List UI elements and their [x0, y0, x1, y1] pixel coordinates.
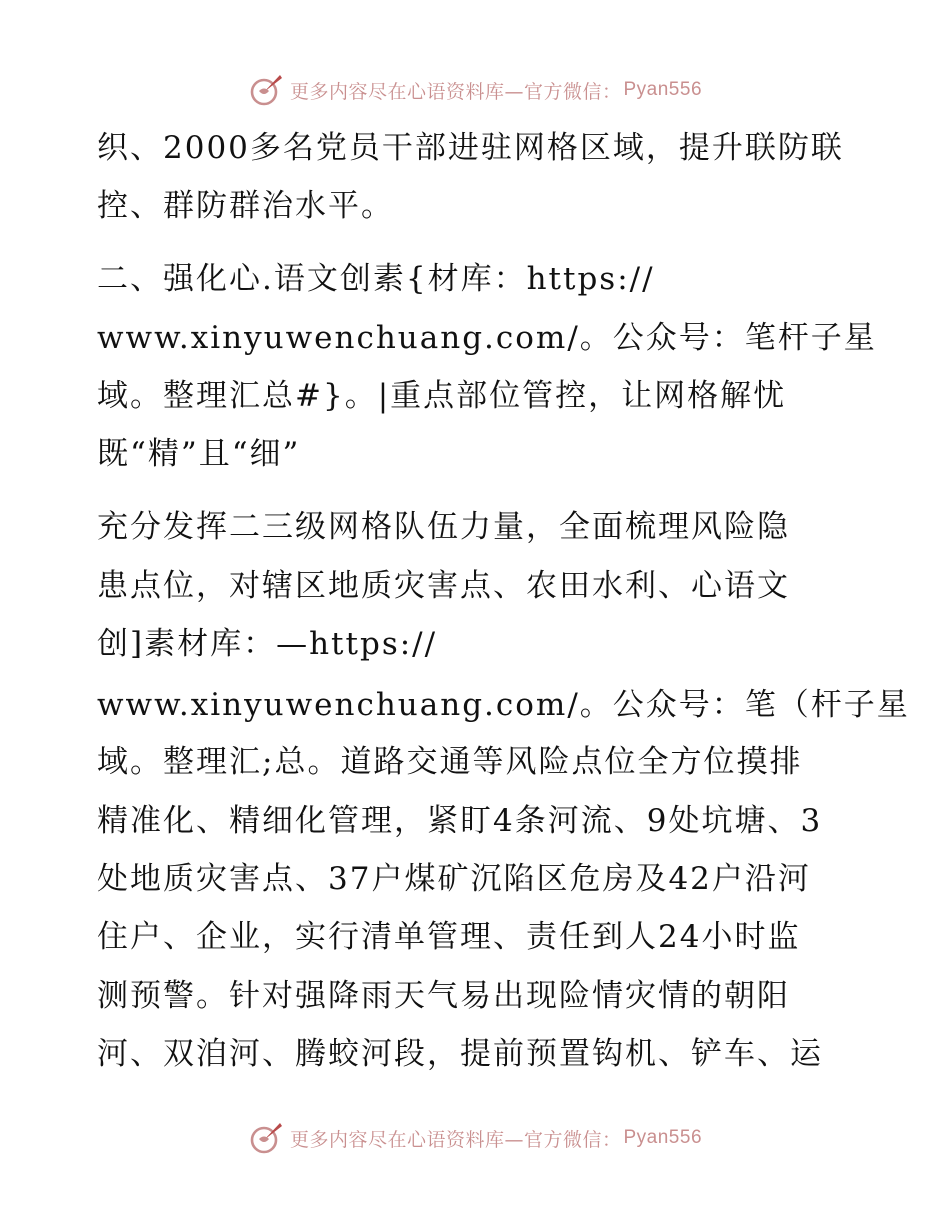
text-line: 处地质灾害点、37户煤矿沉陷区危房及42户沿河 [97, 861, 811, 897]
quill-logo-icon [248, 1120, 284, 1156]
watermark-handle: Pyan556 [623, 1127, 703, 1148]
watermark-handle: Pyan556 [623, 79, 703, 100]
text-line: 河、双洎河、腾蛟河段，提前预置钩机、铲车、运 [97, 1036, 823, 1072]
text-line: www.xinyuwenchuang.com/。公众号：笔（杆子星 [97, 687, 910, 723]
section-heading-line: 二、强化心.语文创素{材库：https:// [97, 261, 655, 297]
footer-watermark [0, 1118, 950, 1158]
text-line: 患点位，对辖区地质灾害点、农田水利、心语文 [97, 568, 790, 604]
text-line: 域。整理汇总#}。|重点部位管控，让网格解忧 [97, 378, 787, 414]
text-line: 住户、企业，实行清单管理、责任到人24小时监 [97, 919, 801, 955]
text-line: 域。整理汇;总。道路交通等风险点位全方位摸排 [97, 744, 803, 780]
text-line: 既“精”且“细” [97, 436, 301, 472]
text-line: 控、群防群治水平。 [97, 188, 394, 224]
text-line: 创]素材库：—https:// [97, 626, 438, 662]
text-line: www.xinyuwenchuang.com/。公众号：笔杆子星 [97, 320, 877, 356]
watermark-text: 更多内容尽在心语资料库—官方微信： [289, 80, 622, 103]
text-line: 织、2000多名党员干部进驻网格区域，提升联防联 [97, 130, 844, 166]
text-line: 精准化、精细化管理，紧盯4条河流、9处坑塘、3 [97, 803, 823, 839]
paragraph-start-line: 充分发挥二三级网格队伍力量，全面梳理风险隐 [97, 509, 790, 545]
text-line: 测预警。针对强降雨天气易出现险情灾情的朝阳 [97, 978, 790, 1014]
watermark-text: 更多内容尽在心语资料库—官方微信： [289, 1128, 622, 1151]
